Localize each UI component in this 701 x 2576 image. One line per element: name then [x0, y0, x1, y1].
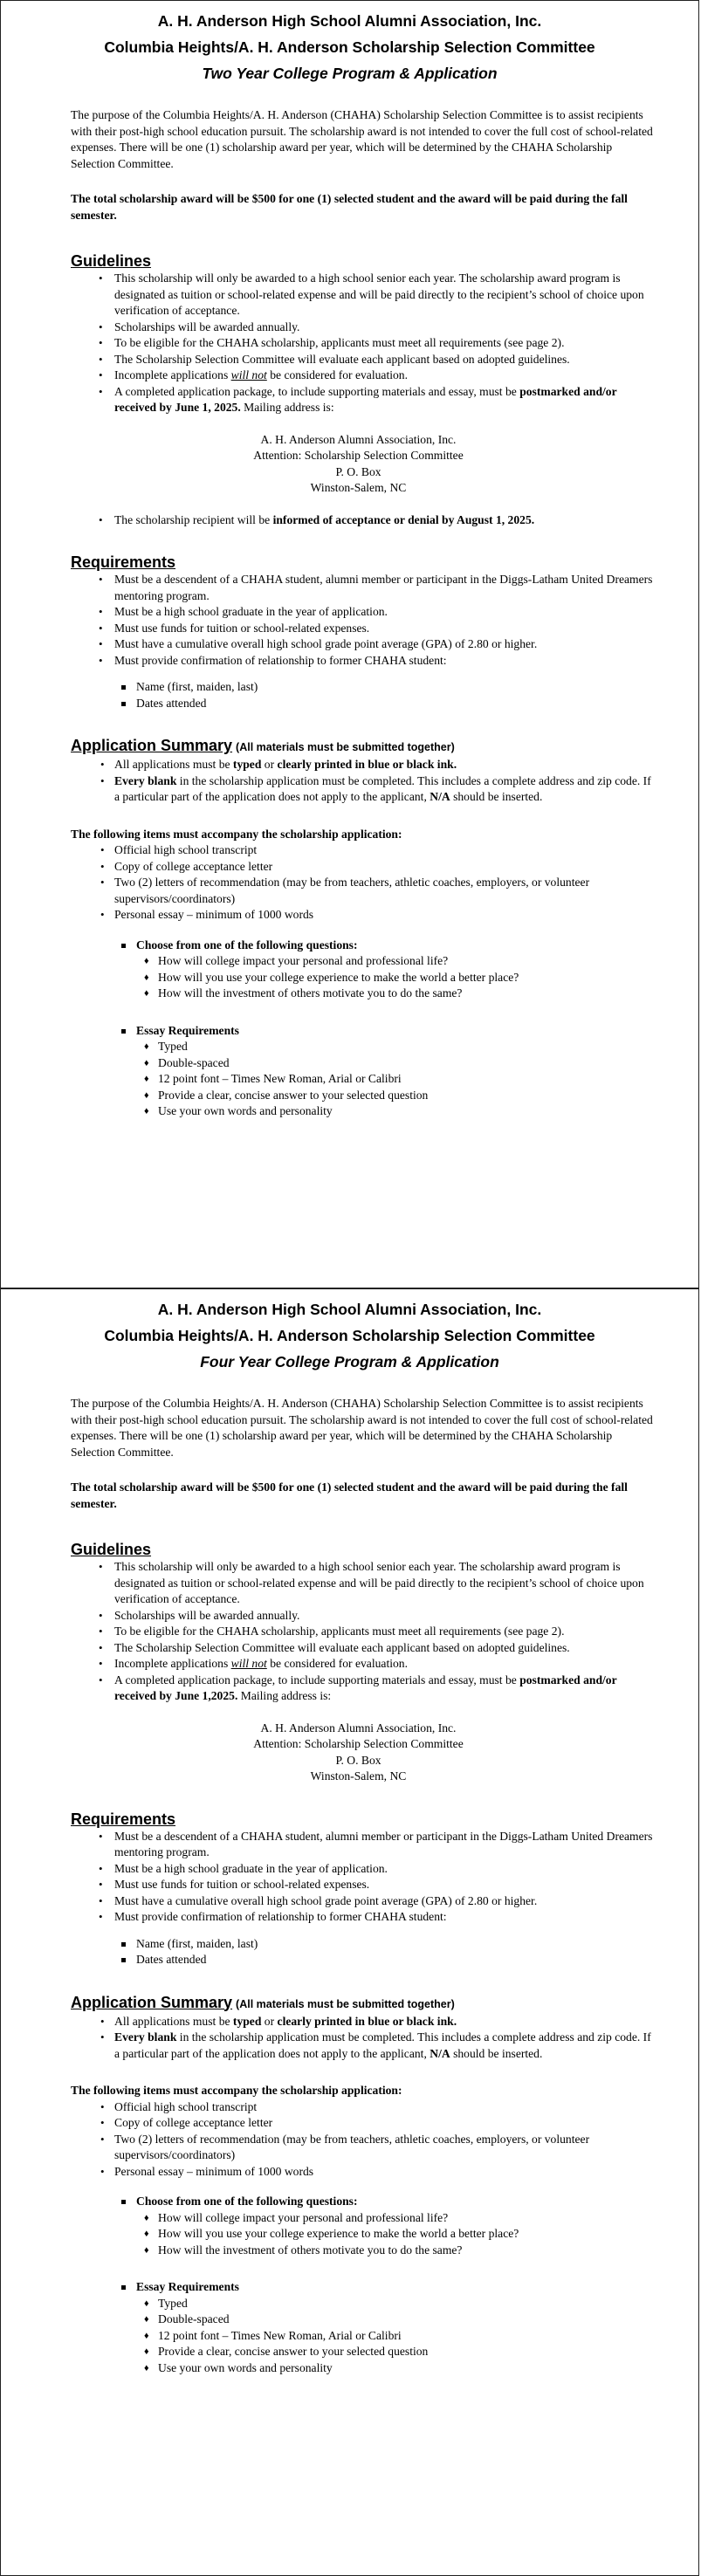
summary-item: [71, 757, 655, 773]
essay-list: [71, 1039, 655, 1120]
requirements-list: [71, 1829, 655, 1926]
essay-heading: Essay Requirements: [71, 2279, 655, 2296]
summary-bold: typed: [232, 2014, 262, 2028]
guideline-text: A completed application package, to include supporting materials and essay, must be: [114, 1673, 520, 1686]
summary-text: should be inserted.: [450, 2046, 543, 2060]
essay-item: ♦ 12 point font – Times New Roman, Arial or Calibri: [71, 1071, 655, 1088]
relationship-item: Dates attended: [71, 696, 655, 712]
summary-note: (All materials must be submitted together): [236, 741, 455, 753]
committee-title: Columbia Heights/A. H. Anderson Scholarship Selection Committee: [104, 1327, 595, 1344]
page-header: [1, 1296, 698, 1375]
requirements-heading: Requirements: [71, 553, 176, 571]
notification-text: The scholarship recipient will be: [114, 512, 273, 526]
questions-list: [71, 2210, 655, 2259]
guideline-emphasis: will not: [230, 1657, 267, 1670]
required-item: • Official high school transcript: [71, 2099, 655, 2116]
relationship-item: Name (first, maiden, last): [71, 1936, 655, 1953]
items-lead: The following items must accompany the scholarship application:: [71, 827, 402, 841]
requirement-item: • Must use funds for tuition or school-related expenses.: [71, 621, 655, 637]
items-list: [71, 842, 655, 924]
guideline-item: • This scholarship will only be awarded to a high school senior each year. The scholarship award program is designated as tuition or school-related expense and will be paid directly to the recipient’s school of choice upon verification of acceptance.: [71, 271, 655, 319]
org-title: A. H. Anderson High School Alumni Association, Inc.: [157, 12, 542, 30]
guidelines-list: [71, 271, 655, 416]
requirement-item: • Must have a cumulative overall high school grade point average (GPA) of 2.80 or higher.: [71, 636, 655, 653]
essay-item: ♦ Provide a clear, concise answer to your selected question: [71, 2344, 655, 2360]
guideline-item: • Scholarships will be awarded annually.: [71, 319, 655, 336]
page-header: [1, 8, 698, 86]
guideline-text: be considered for evaluation.: [266, 368, 408, 381]
guideline-item: [71, 1673, 655, 1705]
question-item: ♦ How will you use your college experience to make the world a better place?: [71, 970, 655, 986]
required-item: • Official high school transcript: [71, 842, 655, 859]
summary-text: in the scholarship application must be completed. This includes a complete address and zip code. If a particular part of the application does not apply to the applicant,: [114, 773, 651, 803]
summary-text: in the scholarship application must be completed. This includes a complete address and zip code. If a particular part of the application does not apply to the applicant,: [114, 2030, 651, 2060]
guideline-item: • This scholarship will only be awarded to a high school senior each year. The scholarship award program is designated as tuition or school-related expense and will be paid directly to the recipient’s school of choice upon verification of acceptance.: [71, 1559, 655, 1608]
items-lead: The following items must accompany the scholarship application:: [71, 2084, 402, 2097]
mailing-address: [71, 1721, 655, 1785]
essay-item: ♦ Double-spaced: [71, 1055, 655, 1072]
guideline-item: [71, 1656, 655, 1673]
requirements-list: [71, 572, 655, 669]
required-item: • Copy of college acceptance letter: [71, 859, 655, 876]
required-item: • Copy of college acceptance letter: [71, 2115, 655, 2132]
guideline-text: A completed application package, to include supporting materials and essay, must be: [114, 384, 520, 398]
relationship-sublist: [71, 1936, 655, 1968]
guideline-item: [71, 384, 655, 416]
summary-bold: clearly printed in blue or black ink.: [277, 758, 457, 771]
essay-item: ♦ Typed: [71, 2296, 655, 2312]
address-line: P. O. Box: [335, 464, 381, 478]
award-statement: The total scholarship award will be $500 for one (1) selected student and the award will be paid during the fall semester.: [71, 1480, 628, 1510]
program-title: Two Year College Program & Application: [202, 65, 498, 82]
intro-paragraph: The purpose of the Columbia Heights/A. H. Anderson (CHAHA) Scholarship Selection Committee is to assist recipients with their post-high school education pursuit. The scholarship award is not intended to cover the full cost of school-related expenses. There will be one (1) scholarship award per year, which will be determined by the CHAHA Scholarship Selection Committee.: [71, 1397, 653, 1459]
guideline-item: • To be eligible for the CHAHA scholarship, applicants must meet all requirements (see page 2).: [71, 335, 655, 352]
intro-paragraph: The purpose of the Columbia Heights/A. H. Anderson (CHAHA) Scholarship Selection Committee is to assist recipients with their post-high school education pursuit. The scholarship award is not intended to cover the full cost of school-related expenses. There will be one (1) scholarship award per year, which will be determined by the CHAHA Scholarship Selection Committee.: [71, 108, 653, 170]
requirement-item: • Must provide confirmation of relationship to former CHAHA student:: [71, 1909, 655, 1926]
summary-bold: Every blank: [114, 2030, 177, 2044]
summary-title: Application Summary: [71, 1993, 233, 2011]
summary-note: (All materials must be submitted together): [236, 1997, 455, 2010]
address-line: P. O. Box: [335, 1753, 381, 1767]
summary-text: All applications must be: [114, 2014, 233, 2028]
summary-bold: Every blank: [114, 773, 177, 787]
summary-bold: clearly printed in blue or black ink.: [277, 2014, 457, 2028]
guidelines-list: [71, 1559, 655, 1705]
essay-item: ♦ Typed: [71, 1039, 655, 1055]
summary-text: or: [261, 2014, 278, 2028]
essay-item: ♦ Double-spaced: [71, 2312, 655, 2328]
essay-list: [71, 2296, 655, 2377]
questions-list: [71, 953, 655, 1002]
summary-title: Application Summary: [71, 737, 233, 754]
question-item: ♦ How will college impact your personal and professional life?: [71, 2210, 655, 2227]
mailing-address: [71, 432, 655, 497]
requirement-item: • Must be a descendent of a CHAHA student, alumni member or participant in the Diggs-Latham United Dreamers mentoring program.: [71, 572, 655, 604]
guideline-item: • The Scholarship Selection Committee will evaluate each applicant based on adopted guidelines.: [71, 352, 655, 368]
required-item: • Two (2) letters of recommendation (may be from teachers, athletic coaches, employers, or volunteer supervisors/coordinators): [71, 875, 655, 907]
guidelines-heading: Guidelines: [71, 1541, 152, 1558]
required-item: • Personal essay – minimum of 1000 words: [71, 907, 655, 924]
address-line: Winston-Salem, NC: [310, 481, 407, 494]
guidelines-heading: Guidelines: [71, 252, 152, 270]
guideline-text: Mailing address is:: [240, 401, 334, 414]
summary-item: [71, 773, 655, 806]
requirements-heading: Requirements: [71, 1810, 176, 1828]
summary-bold: typed: [232, 758, 262, 771]
requirement-item: • Must use funds for tuition or school-related expenses.: [71, 1877, 655, 1893]
program-title: Four Year College Program & Application: [200, 1353, 499, 1370]
address-line: A. H. Anderson Alumni Association, Inc.: [260, 432, 457, 446]
address-line: Winston-Salem, NC: [310, 1769, 407, 1783]
committee-title: Columbia Heights/A. H. Anderson Scholarship Selection Committee: [104, 38, 595, 56]
summary-heading: [71, 736, 655, 757]
summary-bold: N/A: [430, 790, 450, 803]
summary-list: [71, 2014, 655, 2063]
question-item: ♦ How will the investment of others motivate you to do the same?: [71, 986, 655, 1002]
summary-text: All applications must be: [114, 758, 233, 771]
org-title: A. H. Anderson High School Alumni Association, Inc.: [157, 1301, 542, 1318]
notification-date: informed of acceptance or denial by August 1, 2025.: [272, 512, 535, 526]
summary-item: [71, 2030, 655, 2062]
address-line: Attention: Scholarship Selection Committee: [253, 449, 464, 462]
guideline-text: be considered for evaluation.: [266, 1657, 408, 1670]
required-item: • Personal essay – minimum of 1000 words: [71, 2164, 655, 2181]
requirement-item: • Must be a descendent of a CHAHA student, alumni member or participant in the Diggs-Latham United Dreamers mentoring program.: [71, 1829, 655, 1861]
notification-item: [71, 512, 655, 529]
essay-item: ♦ 12 point font – Times New Roman, Arial or Calibri: [71, 2328, 655, 2345]
essay-heading: Essay Requirements: [71, 1023, 655, 1040]
summary-heading: [71, 1993, 655, 2014]
deadline-text: postmarked and/or received by June 1,2025.: [114, 1673, 617, 1702]
required-item: • Two (2) letters of recommendation (may be from teachers, athletic coaches, employers, or volunteer supervisors/coordinators): [71, 2132, 655, 2164]
relationship-item: Dates attended: [71, 1952, 655, 1968]
deadline-text: postmarked and/or received by June 1, 2025.: [114, 384, 617, 414]
guideline-item: [71, 368, 655, 384]
guideline-text: Incomplete applications: [114, 1657, 231, 1670]
summary-text: should be inserted.: [450, 790, 543, 803]
requirement-item: • Must have a cumulative overall high school grade point average (GPA) of 2.80 or higher.: [71, 1893, 655, 1910]
summary-item: [71, 2014, 655, 2030]
requirement-item: • Must be a high school graduate in the year of application.: [71, 604, 655, 621]
relationship-sublist: [71, 679, 655, 711]
award-statement: The total scholarship award will be $500 for one (1) selected student and the award will be paid during the fall semester.: [71, 192, 628, 222]
requirement-item: • Must provide confirmation of relationship to former CHAHA student:: [71, 653, 655, 670]
summary-list: [71, 757, 655, 806]
essay-item: ♦ Use your own words and personality: [71, 1103, 655, 1120]
summary-text: or: [261, 758, 278, 771]
document-page-two-year: [0, 0, 699, 1288]
question-item: ♦ How will college impact your personal and professional life?: [71, 953, 655, 970]
question-item: ♦ How will the investment of others motivate you to do the same?: [71, 2243, 655, 2259]
guideline-emphasis: will not: [230, 368, 267, 381]
essay-item: ♦ Provide a clear, concise answer to your selected question: [71, 1088, 655, 1104]
requirement-item: • Must be a high school graduate in the year of application.: [71, 1861, 655, 1878]
guideline-item: • To be eligible for the CHAHA scholarship, applicants must meet all requirements (see page 2).: [71, 1624, 655, 1640]
guideline-item: • Scholarships will be awarded annually.: [71, 1608, 655, 1625]
essay-item: ♦ Use your own words and personality: [71, 2360, 655, 2377]
summary-bold: N/A: [430, 2046, 450, 2060]
guideline-item: • The Scholarship Selection Committee will evaluate each applicant based on adopted guidelines.: [71, 1640, 655, 1657]
relationship-item: Name (first, maiden, last): [71, 679, 655, 696]
items-list: [71, 2099, 655, 2181]
address-line: A. H. Anderson Alumni Association, Inc.: [260, 1721, 457, 1735]
question-item: ♦ How will you use your college experience to make the world a better place?: [71, 2226, 655, 2243]
questions-heading: Choose from one of the following questions:: [71, 2194, 655, 2210]
guideline-text: Incomplete applications: [114, 368, 231, 381]
questions-heading: Choose from one of the following questions:: [71, 938, 655, 954]
address-line: Attention: Scholarship Selection Committee: [253, 1737, 464, 1750]
notification-list: [71, 512, 655, 529]
document-page-four-year: [0, 1288, 699, 2576]
guideline-text: Mailing address is:: [237, 1689, 332, 1702]
